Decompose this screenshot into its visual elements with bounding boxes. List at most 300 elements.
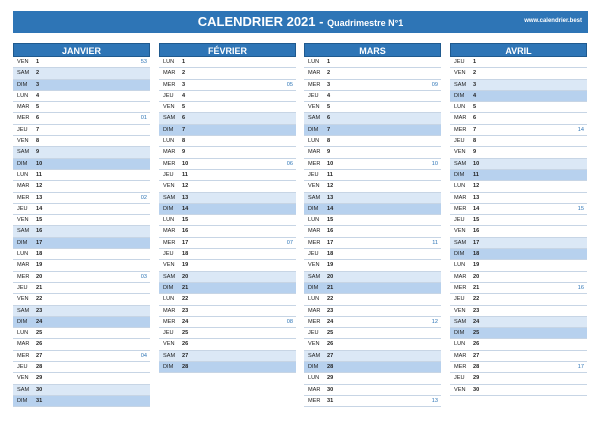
day-name: LUN [17,330,29,337]
day-number: 19 [327,262,334,269]
day-number: 9 [327,149,331,156]
day-row [13,226,150,237]
day-name: JEU [308,92,319,99]
day-row [159,283,296,294]
day-number: 6 [473,115,477,122]
week-number: 10 [431,160,438,167]
day-number: 26 [182,341,189,348]
day-number: 30 [327,386,334,393]
day-number: 26 [473,341,480,348]
day-name: VEN [17,138,29,145]
day-row [304,136,441,147]
day-name: MER [308,81,321,88]
week-number: 53 [140,59,147,65]
day-row [304,57,441,68]
title-bar [13,11,588,33]
day-row [159,351,296,362]
day-name: MAR [163,70,176,77]
day-row [13,238,150,249]
day-row [13,215,150,226]
day-number: 28 [36,364,43,371]
day-name: VEN [163,341,175,348]
day-number: 18 [473,251,480,258]
day-name: MAR [308,149,321,156]
week-number: 15 [577,205,584,212]
day-number: 24 [327,318,334,325]
day-number: 6 [182,115,186,122]
day-row [304,125,441,136]
day-number: 11 [182,171,188,178]
day-name: LUN [17,251,29,258]
day-name: MAR [163,228,176,235]
day-name: VEN [454,70,466,77]
day-row [450,113,587,124]
day-number: 14 [327,205,334,212]
day-number: 28 [182,364,189,371]
day-name: VEN [454,149,466,156]
day-row [159,193,296,204]
day-number: 8 [182,138,186,145]
day-row [13,283,150,294]
day-name: JEU [454,296,465,303]
day-number: 1 [182,59,186,65]
day-row [304,226,441,237]
day-row [304,294,441,305]
day-row [13,385,150,396]
day-number: 12 [36,183,43,190]
day-name: MER [163,239,176,246]
day-name: JEU [454,375,465,382]
day-row [13,317,150,328]
day-row [13,136,150,147]
day-row [13,170,150,181]
day-row [159,159,296,170]
day-name: MAR [163,307,176,314]
day-name: LUN [163,59,175,65]
day-number: 16 [36,228,43,235]
day-name: LUN [17,171,29,178]
day-name: LUN [163,138,175,145]
day-row [304,328,441,339]
day-number: 29 [327,375,334,382]
day-number: 7 [327,126,331,133]
week-number: 03 [140,273,147,280]
day-name: MAR [454,352,467,359]
day-number: 15 [327,217,334,224]
week-number: 07 [286,239,293,246]
day-name: LUN [163,217,175,224]
month-header: JANVIER [13,43,150,57]
day-name: SAM [454,81,467,88]
day-number: 8 [327,138,331,145]
day-row [13,147,150,158]
day-name: SAM [308,115,321,122]
day-row [159,339,296,350]
day-name: VEN [454,386,466,393]
day-number: 18 [182,251,189,258]
day-name: MAR [17,341,30,348]
day-name: VEN [308,262,320,269]
day-name: JEU [163,92,174,99]
day-number: 2 [473,70,477,77]
day-name: DIM [17,239,28,246]
day-name: VEN [17,217,29,224]
day-row [304,68,441,79]
day-row [13,68,150,79]
day-number: 8 [473,138,477,145]
month-column-avril [450,43,587,396]
day-name: DIM [308,126,319,133]
day-number: 2 [36,70,40,77]
month-header: MARS [304,43,441,57]
day-row [13,159,150,170]
day-name: MAR [17,262,30,269]
day-row [304,272,441,283]
page-title [13,14,588,31]
day-number: 1 [473,59,477,65]
day-name: SAM [17,70,30,77]
day-name: JEU [454,217,465,224]
day-number: 31 [36,397,43,404]
day-name: MAR [454,115,467,122]
day-row [159,136,296,147]
day-name: JEU [17,364,28,371]
week-number: 04 [140,352,147,359]
day-row [13,113,150,124]
day-number: 17 [327,239,334,246]
day-name: DIM [163,284,174,291]
day-number: 4 [327,92,331,99]
day-name: SAM [308,273,321,280]
day-name: DIM [308,284,319,291]
day-name: JEU [163,171,174,178]
day-name: VEN [17,59,29,65]
day-row [13,339,150,350]
day-number: 30 [36,386,43,393]
day-number: 7 [36,126,40,133]
day-name: MER [454,284,467,291]
day-number: 25 [182,330,189,337]
day-row [13,204,150,215]
day-name: LUN [454,104,466,111]
day-number: 14 [36,205,43,212]
week-number: 08 [286,318,293,325]
day-row [304,147,441,158]
day-name: VEN [163,262,175,269]
day-name: LUN [454,183,466,190]
day-number: 9 [182,149,186,156]
day-number: 13 [36,194,43,201]
day-row [450,249,587,260]
day-number: 19 [36,262,43,269]
day-name: LUN [308,217,320,224]
day-name: DIM [308,364,319,371]
day-number: 6 [327,115,331,122]
day-number: 9 [473,149,477,156]
day-row [450,317,587,328]
day-row [159,306,296,317]
day-row [304,80,441,91]
day-name: MER [454,364,467,371]
day-name: JEU [454,138,465,145]
day-row [450,351,587,362]
day-row [450,272,587,283]
day-row [13,249,150,260]
day-number: 20 [182,273,189,280]
day-number: 23 [182,307,189,314]
day-number: 22 [473,296,480,303]
day-number: 23 [473,307,480,314]
day-row [13,294,150,305]
day-row [304,317,441,328]
day-number: 27 [182,352,189,359]
day-name: MER [308,318,321,325]
month-header: AVRIL [450,43,587,57]
day-name: DIM [17,160,28,167]
day-number: 14 [473,205,480,212]
day-row [159,238,296,249]
day-name: DIM [17,397,28,404]
day-number: 3 [36,81,40,88]
week-number: 01 [140,115,147,122]
day-name: MAR [454,194,467,201]
day-number: 6 [36,115,40,122]
week-number: 05 [286,81,293,88]
day-name: MER [163,318,176,325]
day-number: 25 [36,330,43,337]
day-number: 15 [473,217,480,224]
day-number: 16 [327,228,334,235]
day-row [159,125,296,136]
day-number: 4 [182,92,186,99]
day-name: MAR [163,149,176,156]
day-row [13,181,150,192]
day-row [159,204,296,215]
day-number: 4 [36,92,40,99]
day-number: 8 [36,138,40,145]
day-row [13,272,150,283]
day-row [304,351,441,362]
day-row [450,159,587,170]
day-row [304,339,441,350]
day-number: 16 [473,228,480,235]
day-name: LUN [308,59,320,65]
day-row [159,91,296,102]
day-name: LUN [17,92,29,99]
day-row [159,170,296,181]
day-row [304,113,441,124]
day-name: SAM [163,352,176,359]
day-name: VEN [163,104,175,111]
day-row [159,80,296,91]
day-name: SAM [17,228,30,235]
day-name: SAM [17,149,30,156]
day-row [304,396,441,407]
day-row [304,91,441,102]
day-row [159,272,296,283]
month-column-mars [304,43,441,407]
day-number: 15 [182,217,189,224]
day-number: 10 [36,160,43,167]
day-number: 26 [36,341,43,348]
day-name: SAM [308,352,321,359]
day-number: 29 [36,375,43,382]
day-name: LUN [308,138,320,145]
day-name: SAM [163,273,176,280]
day-number: 16 [182,228,189,235]
day-name: DIM [163,364,174,371]
day-row [304,170,441,181]
day-name: LUN [308,296,320,303]
week-number: 16 [577,284,584,291]
day-number: 2 [327,70,331,77]
day-row [159,147,296,158]
day-number: 21 [36,284,43,291]
day-number: 5 [327,104,331,111]
day-number: 23 [327,307,334,314]
day-row [304,215,441,226]
day-number: 18 [327,251,334,258]
day-number: 24 [182,318,189,325]
day-name: JEU [17,126,28,133]
day-name: MER [454,205,467,212]
day-row [450,91,587,102]
day-name: DIM [454,330,465,337]
day-row [304,204,441,215]
day-row [450,136,587,147]
day-name: SAM [308,194,321,201]
day-name: DIM [17,81,28,88]
day-name: DIM [308,205,319,212]
week-number: 14 [577,126,584,133]
day-row [13,57,150,68]
site-url: www.calendrier.best [524,18,582,24]
day-row [13,306,150,317]
day-row [13,91,150,102]
day-name: DIM [17,318,28,325]
day-number: 22 [36,296,43,303]
day-name: MAR [17,183,30,190]
day-name: MAR [308,386,321,393]
title-subtitle: Quadrimestre N°1 [327,18,404,28]
day-row [450,306,587,317]
day-row [159,226,296,237]
day-name: MER [308,239,321,246]
month-column-fevrier [159,43,296,373]
day-number: 31 [327,397,334,404]
day-name: DIM [454,251,465,258]
day-number: 22 [327,296,334,303]
day-number: 28 [327,364,334,371]
week-number: 02 [140,194,147,201]
day-row [304,260,441,271]
day-number: 28 [473,364,480,371]
month-column-janvier [13,43,150,407]
day-name: MER [308,397,321,404]
title-text: CALENDRIER 2021 - [197,14,324,29]
day-row [13,362,150,373]
day-number: 11 [327,171,333,178]
day-name: JEU [308,330,319,337]
day-row [13,102,150,113]
day-name: MAR [308,70,321,77]
day-row [159,57,296,68]
day-number: 27 [36,352,43,359]
day-name: MER [163,81,176,88]
day-row [304,249,441,260]
day-row [159,260,296,271]
day-row [450,193,587,204]
day-number: 11 [36,171,42,178]
day-name: VEN [454,228,466,235]
week-number: 12 [431,318,438,325]
week-number: 09 [431,81,438,88]
day-number: 2 [182,70,186,77]
day-name: DIM [163,205,174,212]
day-row [304,373,441,384]
day-number: 3 [182,81,186,88]
day-name: JEU [308,171,319,178]
day-row [304,193,441,204]
day-name: MAR [454,273,467,280]
day-number: 27 [473,352,480,359]
day-row [159,249,296,260]
day-name: VEN [163,183,175,190]
day-number: 12 [182,183,189,190]
day-number: 21 [182,284,189,291]
day-row [450,238,587,249]
day-name: VEN [17,375,29,382]
day-number: 7 [182,126,186,133]
day-name: JEU [454,59,465,65]
day-row [450,362,587,373]
day-row [304,385,441,396]
day-number: 21 [327,284,334,291]
day-row [450,328,587,339]
day-number: 27 [327,352,334,359]
day-number: 10 [473,160,480,167]
day-name: MER [17,352,30,359]
day-row [13,80,150,91]
day-name: MER [163,160,176,167]
day-number: 12 [327,183,334,190]
day-number: 19 [473,262,480,269]
day-row [304,159,441,170]
day-row [159,294,296,305]
day-row [450,68,587,79]
day-name: LUN [308,375,320,382]
day-number: 5 [182,104,186,111]
day-number: 15 [36,217,43,224]
week-number: 06 [286,160,293,167]
day-number: 25 [327,330,334,337]
day-row [450,260,587,271]
day-name: LUN [454,262,466,269]
day-number: 13 [182,194,189,201]
day-row [304,283,441,294]
day-row [304,238,441,249]
day-name: MER [17,194,30,201]
day-name: VEN [454,307,466,314]
day-row [450,339,587,350]
day-number: 10 [182,160,189,167]
day-name: VEN [308,183,320,190]
day-row [304,102,441,113]
day-name: SAM [17,307,30,314]
day-number: 24 [36,318,43,325]
day-number: 23 [36,307,43,314]
day-row [13,260,150,271]
